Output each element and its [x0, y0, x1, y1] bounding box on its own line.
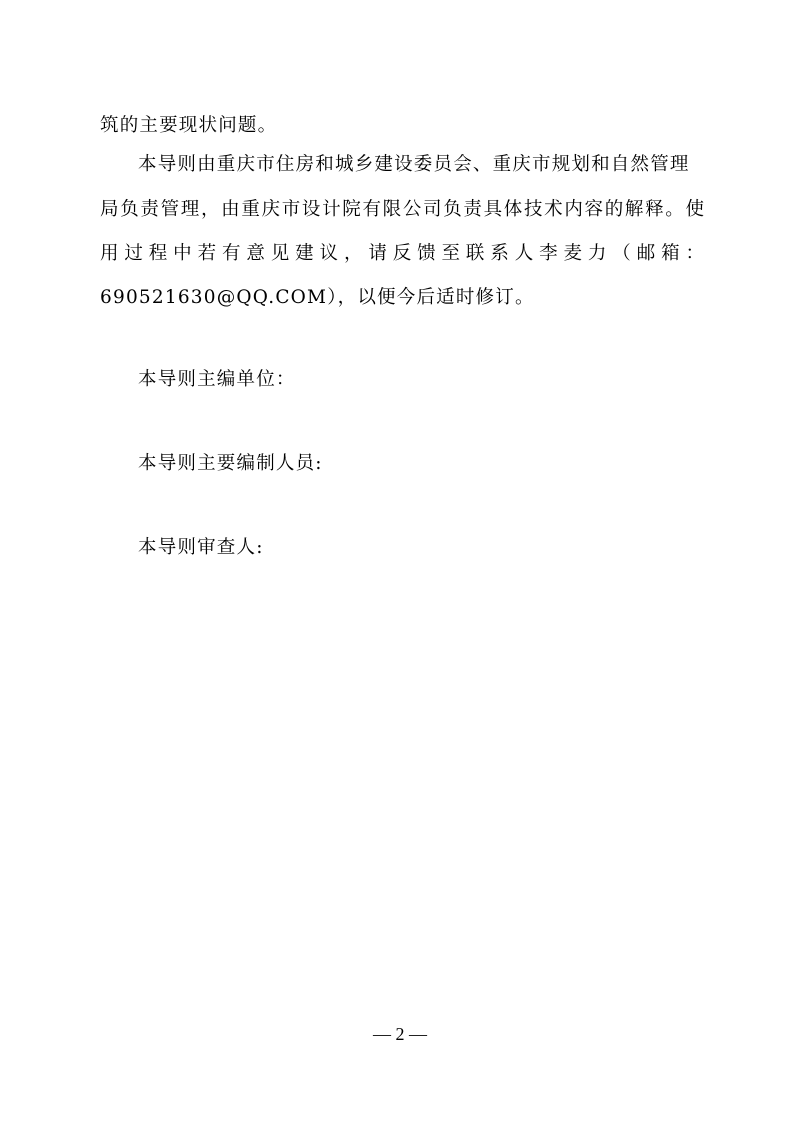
main-editors-label: 本导则主要编制人员: [138, 453, 323, 474]
paragraph-2-line-1: 本导则由重庆市住房和城乡建设委员会、重庆市规划和自然管理 [138, 154, 690, 175]
paragraph-2-line-2: 局负责管理，由重庆市设计院有限公司负责具体技术内容的解释。使 [100, 199, 704, 220]
paragraph-1-tail: 筑的主要现状问题。 [100, 115, 278, 136]
paragraph-2-line-3: 用过程中若有意见建议，请反馈至联系人李麦力（邮箱： [100, 243, 704, 264]
chief-unit-label: 本导则主编单位： [138, 369, 296, 390]
paragraph-2-line-4: 690521630@QQ.COM），以便今后适时修订。 [100, 287, 535, 308]
page-number: — 2 — [373, 1024, 427, 1044]
reviewers-label: 本导则审查人: [138, 537, 264, 558]
